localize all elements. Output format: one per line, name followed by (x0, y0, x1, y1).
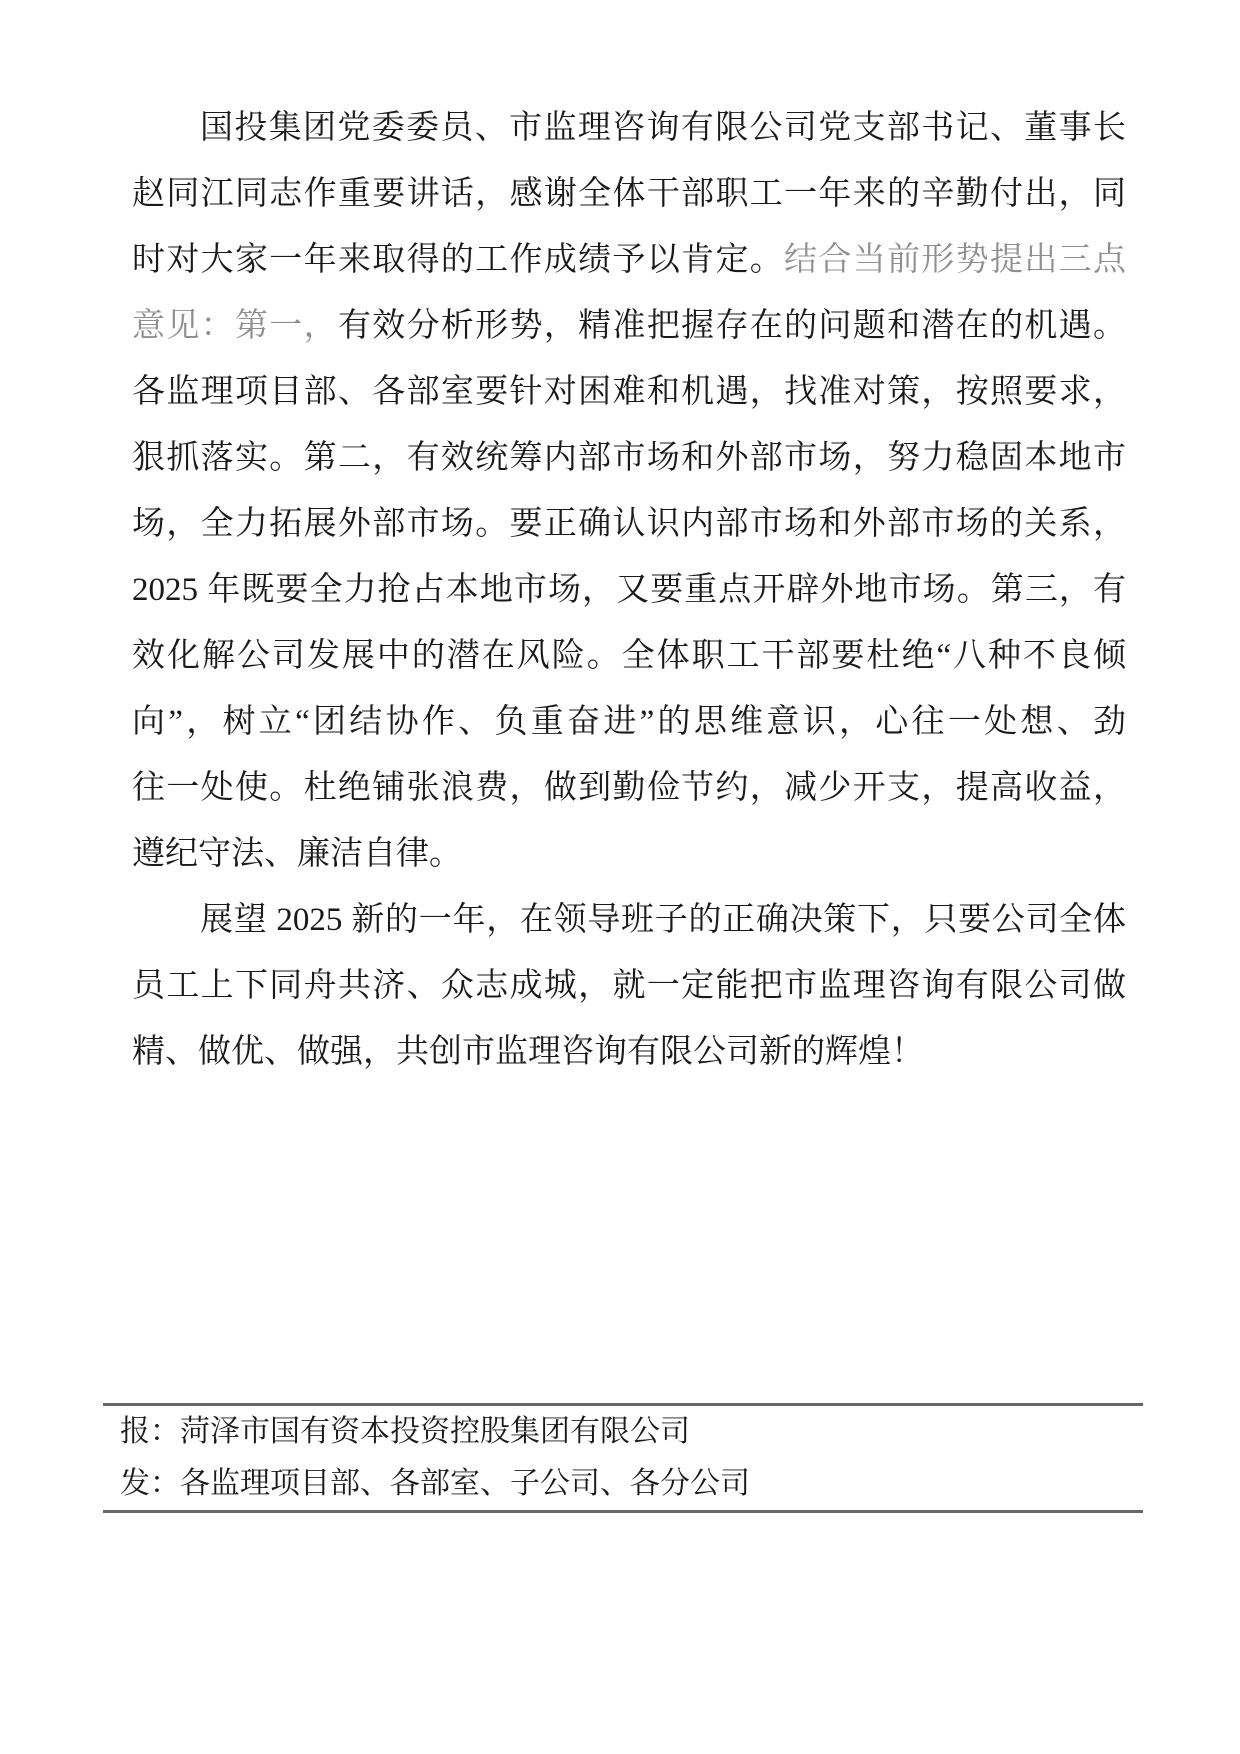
body-text-line (132, 227, 1126, 293)
text-segment: 往一处使。杜绝铺张浪费，做到勤俭节约，减少开支，提高收益， (132, 770, 1126, 806)
body-text-line (132, 293, 1126, 359)
text-segment: 遵纪守法、廉洁自律。 (132, 836, 462, 872)
body-text-line (132, 425, 1126, 491)
text-segment: 发：各监理项目部、各部室、子公司、各分公司 (120, 1467, 750, 1500)
text-segment: 效化解公司发展中的潜在风险。全体职工干部要杜绝“八种不良倾 (132, 638, 1126, 674)
highlighted-text-segment: 意见：第一， (132, 308, 338, 344)
body-text-line (132, 557, 1126, 623)
body-text-line (132, 887, 1126, 953)
text-segment: 员工上下同舟共济、众志成城，就一定能把市监理咨询有限公司做 (132, 968, 1126, 1004)
body-text-line (132, 95, 1126, 161)
body-text-line (132, 623, 1126, 689)
body-text-line (132, 1019, 1126, 1085)
text-segment: 精、做优、做强，共创市监理咨询有限公司新的辉煌！ (132, 1034, 924, 1070)
text-segment: 有效分析形势，精准把握存在的问题和潜在的机遇。 (337, 308, 1126, 344)
body-text-line (132, 821, 1126, 887)
body-text-line (132, 359, 1126, 425)
body-text-line (132, 491, 1126, 557)
text-segment: 展望 2025 新的一年，在领导班子的正确决策下，只要公司全体 (200, 902, 1126, 938)
text-segment: 报：菏泽市国有资本投资控股集团有限公司 (120, 1415, 690, 1448)
body-text-line (132, 689, 1126, 755)
text-segment: 2025 年既要全力抢占本地市场，又要重点开辟外地市场。第三，有 (132, 572, 1126, 608)
text-segment: 各监理项目部、各部室要针对困难和机遇，找准对策，按照要求， (132, 374, 1126, 410)
document-body (132, 95, 1126, 1085)
text-segment: 国投集团党委委员、市监理咨询有限公司党支部书记、董事长 (200, 110, 1126, 146)
body-text-line (132, 755, 1126, 821)
body-text-line (132, 161, 1126, 227)
body-text-line (132, 953, 1126, 1019)
distribute-to-line (103, 1458, 1143, 1510)
text-segment: 场，全力拓展外部市场。要正确认识内部市场和外部市场的关系， (132, 506, 1126, 542)
text-segment: 时对大家一年来取得的工作成绩予以肯定。 (132, 242, 785, 278)
report-distribution-block (103, 1403, 1143, 1513)
text-segment: 向”，树立“团结协作、负重奋进”的思维意识，心往一处想、劲 (132, 704, 1126, 740)
highlighted-text-segment: 结合当前形势提出三点 (784, 242, 1126, 278)
separator-rule-bottom (103, 1510, 1143, 1513)
text-segment: 赵同江同志作重要讲话，感谢全体干部职工一年来的辛勤付出，同 (132, 176, 1126, 212)
report-to-line (103, 1406, 1143, 1458)
text-segment: 狠抓落实。第二，有效统筹内部市场和外部市场，努力稳固本地市 (132, 440, 1126, 476)
